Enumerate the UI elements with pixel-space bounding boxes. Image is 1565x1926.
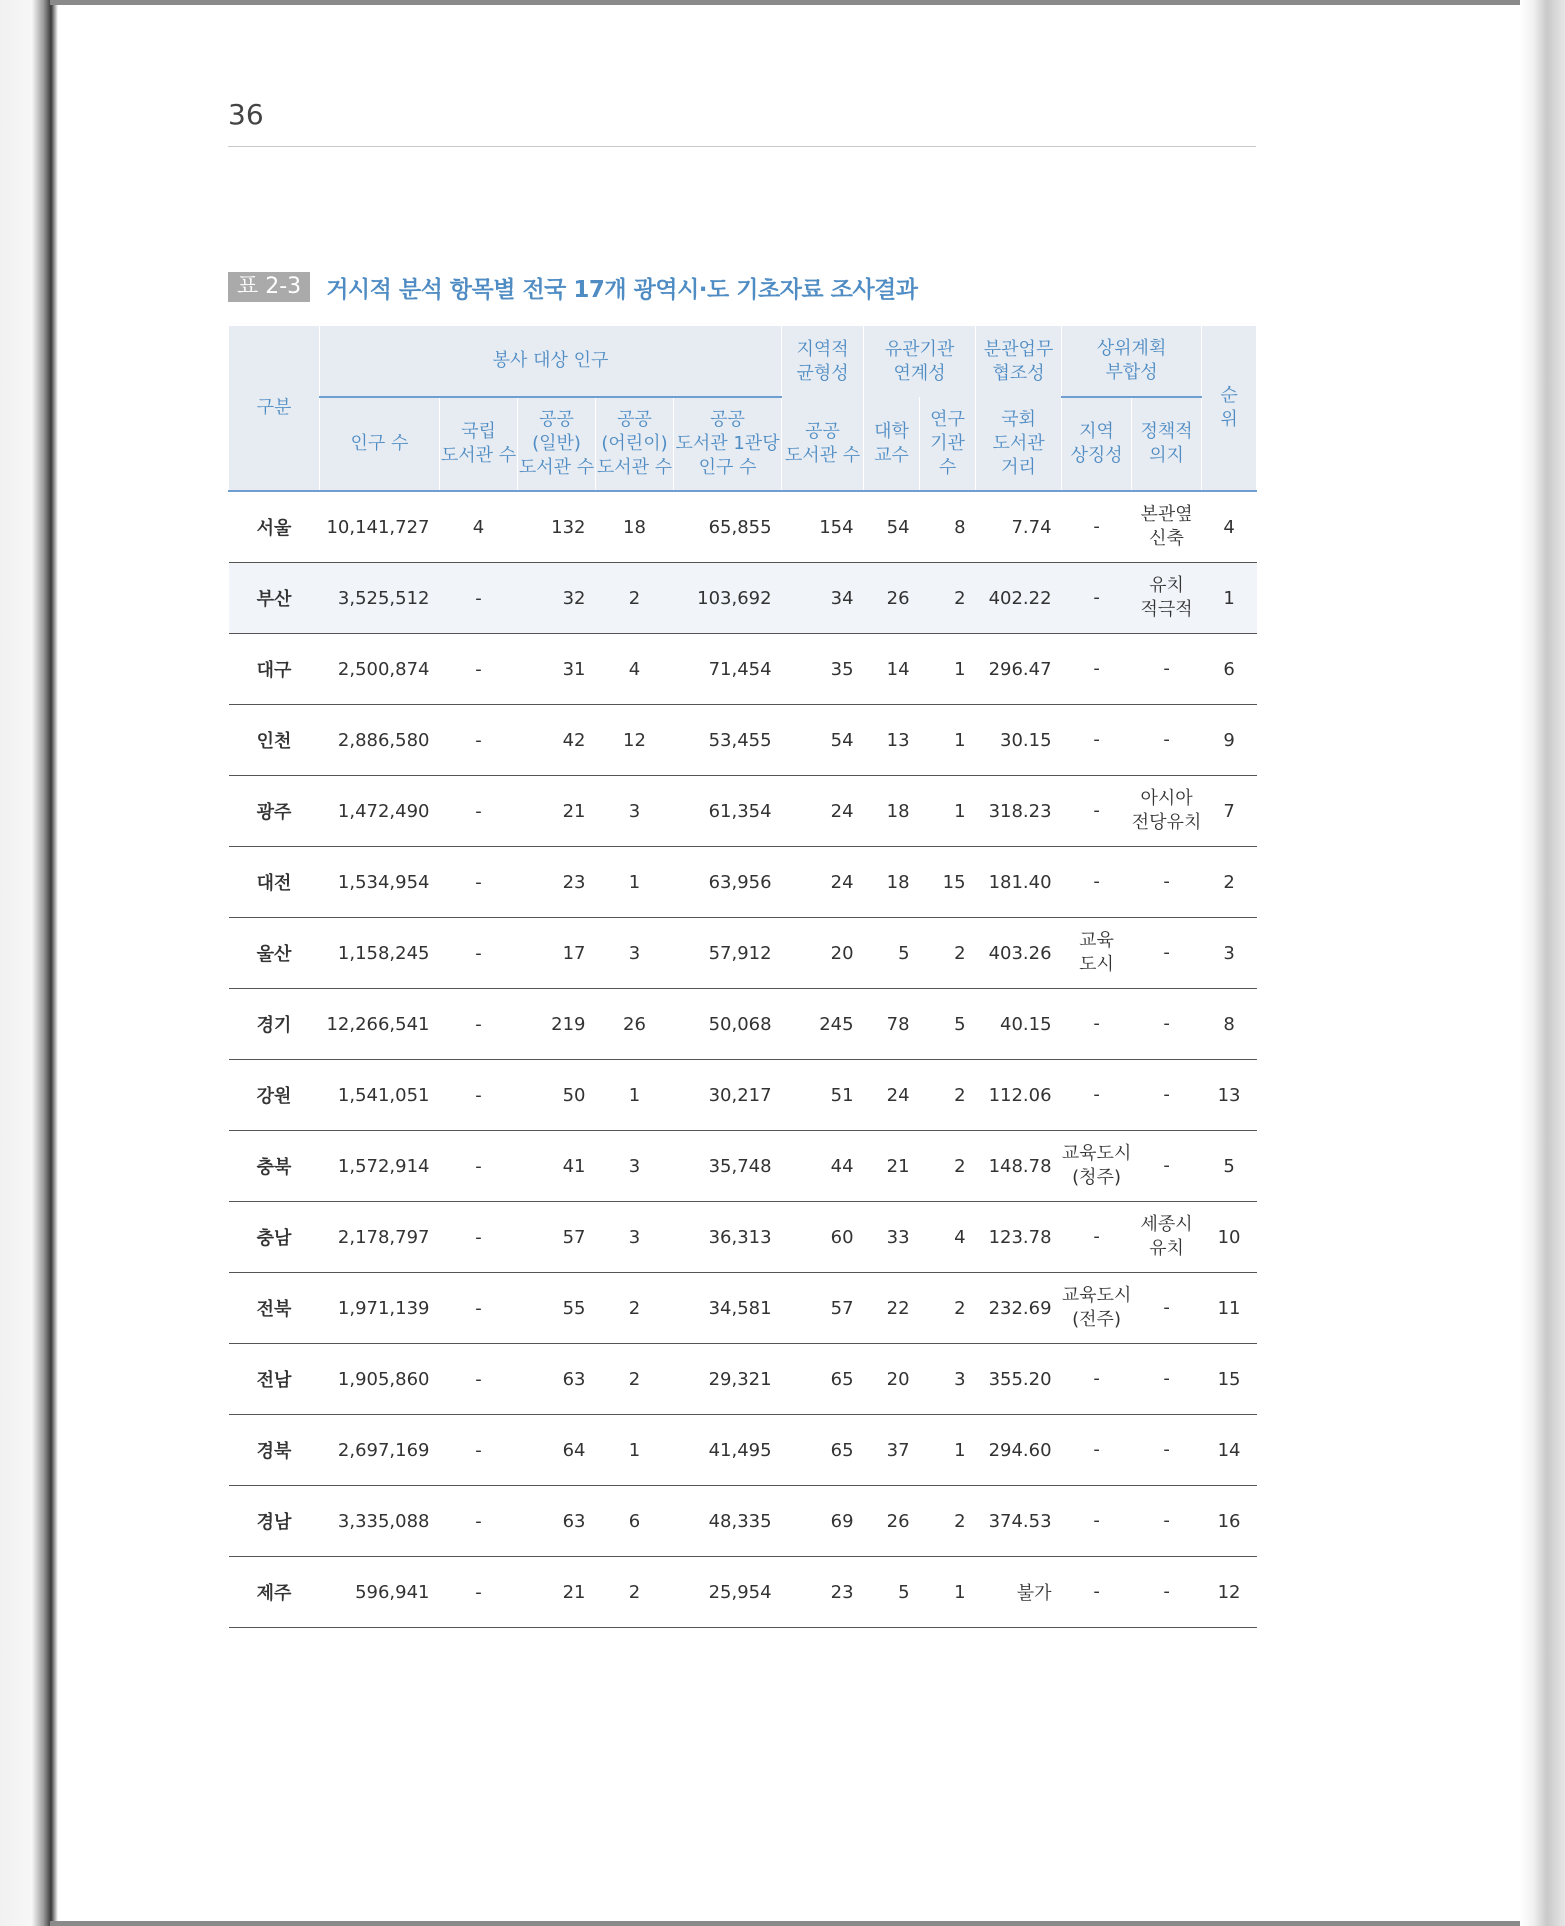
cell-regional-symbol: - xyxy=(1062,1557,1132,1628)
cell-population: 1,541,051 xyxy=(320,1060,440,1131)
cell-region: 대구 xyxy=(229,634,320,705)
header-per-library: 공공 도서관 1관당 인구 수 xyxy=(674,397,782,491)
cell-per-library: 61,354 xyxy=(674,776,782,847)
cell-policy-will: - xyxy=(1132,989,1202,1060)
cell-public-general: 21 xyxy=(518,1557,596,1628)
cell-per-library: 34,581 xyxy=(674,1273,782,1344)
cell-policy-will: - xyxy=(1132,1344,1202,1415)
cell-national: - xyxy=(440,1273,518,1344)
cell-regional-symbol: - xyxy=(1062,1060,1132,1131)
header-distance: 국회 도서관 거리 xyxy=(976,397,1062,491)
header-public-count: 공공 도서관 수 xyxy=(782,397,864,491)
cell-population: 1,971,139 xyxy=(320,1273,440,1344)
cell-research-inst: 3 xyxy=(920,1344,976,1415)
cell-per-library: 48,335 xyxy=(674,1486,782,1557)
table-row xyxy=(229,918,1257,989)
cell-public-count: 51 xyxy=(782,1060,864,1131)
cell-research-inst: 1 xyxy=(920,705,976,776)
header-group-plan: 상위계획 부합성 xyxy=(1062,326,1202,397)
cell-population: 2,178,797 xyxy=(320,1202,440,1273)
cell-research-inst: 4 xyxy=(920,1202,976,1273)
cell-univ-prof: 5 xyxy=(864,918,920,989)
cell-population: 2,697,169 xyxy=(320,1415,440,1486)
cell-univ-prof: 21 xyxy=(864,1131,920,1202)
cell-univ-prof: 22 xyxy=(864,1273,920,1344)
cell-distance: 181.40 xyxy=(976,847,1062,918)
cell-research-inst: 2 xyxy=(920,1486,976,1557)
cell-public-count: 34 xyxy=(782,563,864,634)
cell-region: 경기 xyxy=(229,989,320,1060)
cell-public-count: 24 xyxy=(782,776,864,847)
cell-univ-prof: 14 xyxy=(864,634,920,705)
header-research-inst: 연구 기관 수 xyxy=(920,397,976,491)
cell-region: 강원 xyxy=(229,1060,320,1131)
cell-public-children: 2 xyxy=(596,1344,674,1415)
cell-region: 대전 xyxy=(229,847,320,918)
cell-public-general: 31 xyxy=(518,634,596,705)
cell-distance: 374.53 xyxy=(976,1486,1062,1557)
cell-univ-prof: 26 xyxy=(864,1486,920,1557)
cell-population: 2,500,874 xyxy=(320,634,440,705)
cell-public-count: 69 xyxy=(782,1486,864,1557)
cell-univ-prof: 18 xyxy=(864,776,920,847)
cell-public-children: 3 xyxy=(596,776,674,847)
cell-research-inst: 15 xyxy=(920,847,976,918)
header-univ-prof: 대학 교수 xyxy=(864,397,920,491)
table-title: 거시적 분석 항목별 전국 17개 광역시·도 기초자료 조사결과 xyxy=(326,276,918,303)
cell-public-children: 4 xyxy=(596,634,674,705)
cell-population: 1,158,245 xyxy=(320,918,440,989)
cell-rank: 3 xyxy=(1202,918,1257,989)
cell-policy-will: - xyxy=(1132,1273,1202,1344)
cell-per-library: 50,068 xyxy=(674,989,782,1060)
cell-univ-prof: 18 xyxy=(864,847,920,918)
cell-research-inst: 2 xyxy=(920,563,976,634)
table-row xyxy=(229,1131,1257,1202)
cell-public-count: 35 xyxy=(782,634,864,705)
table-number-tag: 표 2-3 xyxy=(228,272,310,302)
header-public-children: 공공 (어린이) 도서관 수 xyxy=(596,397,674,491)
cell-region: 제주 xyxy=(229,1557,320,1628)
cell-regional-symbol: - xyxy=(1062,563,1132,634)
cell-national: - xyxy=(440,563,518,634)
cell-policy-will: 본관옆 신축 xyxy=(1132,491,1202,563)
cell-public-general: 23 xyxy=(518,847,596,918)
cell-regional-symbol: - xyxy=(1062,776,1132,847)
cell-regional-symbol: - xyxy=(1062,989,1132,1060)
cell-distance: 7.74 xyxy=(976,491,1062,563)
cell-regional-symbol: - xyxy=(1062,847,1132,918)
cell-public-children: 3 xyxy=(596,1202,674,1273)
cell-public-count: 60 xyxy=(782,1202,864,1273)
cell-public-general: 32 xyxy=(518,563,596,634)
table-row xyxy=(229,634,1257,705)
cell-rank: 4 xyxy=(1202,491,1257,563)
table-row xyxy=(229,847,1257,918)
cell-rank: 8 xyxy=(1202,989,1257,1060)
cell-research-inst: 2 xyxy=(920,1273,976,1344)
cell-public-general: 63 xyxy=(518,1344,596,1415)
cell-national: - xyxy=(440,1060,518,1131)
cell-public-count: 65 xyxy=(782,1344,864,1415)
cell-national: 4 xyxy=(440,491,518,563)
cell-univ-prof: 5 xyxy=(864,1557,920,1628)
cell-policy-will: - xyxy=(1132,1557,1202,1628)
cell-policy-will: - xyxy=(1132,1131,1202,1202)
cell-per-library: 29,321 xyxy=(674,1344,782,1415)
cell-per-library: 103,692 xyxy=(674,563,782,634)
cell-per-library: 71,454 xyxy=(674,634,782,705)
cell-public-count: 23 xyxy=(782,1557,864,1628)
page-top-edge xyxy=(50,0,1565,5)
cell-per-library: 35,748 xyxy=(674,1131,782,1202)
cell-region: 서울 xyxy=(229,491,320,563)
cell-research-inst: 8 xyxy=(920,491,976,563)
cell-regional-symbol: - xyxy=(1062,1486,1132,1557)
cell-univ-prof: 24 xyxy=(864,1060,920,1131)
cell-population: 596,941 xyxy=(320,1557,440,1628)
table-caption xyxy=(228,272,918,302)
table-row xyxy=(229,776,1257,847)
cell-public-count: 154 xyxy=(782,491,864,563)
cell-public-general: 132 xyxy=(518,491,596,563)
cell-population: 1,572,914 xyxy=(320,1131,440,1202)
cell-public-children: 12 xyxy=(596,705,674,776)
cell-population: 1,905,860 xyxy=(320,1344,440,1415)
cell-population: 12,266,541 xyxy=(320,989,440,1060)
cell-distance: 123.78 xyxy=(976,1202,1062,1273)
cell-public-children: 2 xyxy=(596,1273,674,1344)
cell-research-inst: 2 xyxy=(920,1131,976,1202)
cell-distance: 112.06 xyxy=(976,1060,1062,1131)
cell-research-inst: 1 xyxy=(920,634,976,705)
cell-public-general: 219 xyxy=(518,989,596,1060)
cell-region: 충북 xyxy=(229,1131,320,1202)
cell-univ-prof: 13 xyxy=(864,705,920,776)
cell-policy-will: - xyxy=(1132,705,1202,776)
cell-rank: 16 xyxy=(1202,1486,1257,1557)
cell-national: - xyxy=(440,918,518,989)
cell-population: 3,525,512 xyxy=(320,563,440,634)
cell-regional-symbol: 교육도시 (전주) xyxy=(1062,1273,1132,1344)
cell-univ-prof: 33 xyxy=(864,1202,920,1273)
cell-rank: 15 xyxy=(1202,1344,1257,1415)
cell-region: 전북 xyxy=(229,1273,320,1344)
cell-policy-will: - xyxy=(1132,634,1202,705)
cell-rank: 14 xyxy=(1202,1415,1257,1486)
cell-regional-symbol: - xyxy=(1062,705,1132,776)
cell-national: - xyxy=(440,634,518,705)
cell-national: - xyxy=(440,776,518,847)
cell-region: 경북 xyxy=(229,1415,320,1486)
cell-distance: 296.47 xyxy=(976,634,1062,705)
cell-policy-will: 아시아 전당유치 xyxy=(1132,776,1202,847)
cell-public-count: 57 xyxy=(782,1273,864,1344)
cell-policy-will: - xyxy=(1132,847,1202,918)
cell-public-general: 50 xyxy=(518,1060,596,1131)
cell-rank: 1 xyxy=(1202,563,1257,634)
table-row xyxy=(229,1273,1257,1344)
cell-per-library: 57,912 xyxy=(674,918,782,989)
cell-population: 10,141,727 xyxy=(320,491,440,563)
table-row xyxy=(229,989,1257,1060)
cell-distance: 318.23 xyxy=(976,776,1062,847)
cell-national: - xyxy=(440,847,518,918)
cell-univ-prof: 78 xyxy=(864,989,920,1060)
cell-public-children: 1 xyxy=(596,847,674,918)
cell-public-general: 57 xyxy=(518,1202,596,1273)
header-group-service: 봉사 대상 인구 xyxy=(320,326,782,397)
cell-region: 광주 xyxy=(229,776,320,847)
cell-regional-symbol: - xyxy=(1062,1415,1132,1486)
cell-per-library: 30,217 xyxy=(674,1060,782,1131)
cell-public-children: 26 xyxy=(596,989,674,1060)
cell-public-children: 6 xyxy=(596,1486,674,1557)
cell-research-inst: 2 xyxy=(920,1060,976,1131)
cell-distance: 불가 xyxy=(976,1557,1062,1628)
cell-region: 충남 xyxy=(229,1202,320,1273)
header-policy-will: 정책적 의지 xyxy=(1132,397,1202,491)
cell-region: 울산 xyxy=(229,918,320,989)
cell-public-count: 44 xyxy=(782,1131,864,1202)
cell-per-library: 65,855 xyxy=(674,491,782,563)
cell-per-library: 36,313 xyxy=(674,1202,782,1273)
table-row xyxy=(229,1344,1257,1415)
cell-policy-will: - xyxy=(1132,918,1202,989)
header-rule xyxy=(228,146,1256,147)
cell-population: 2,886,580 xyxy=(320,705,440,776)
cell-public-general: 64 xyxy=(518,1415,596,1486)
header-group-linkage: 유관기관 연계성 xyxy=(864,326,976,397)
cell-public-count: 245 xyxy=(782,989,864,1060)
cell-public-general: 41 xyxy=(518,1131,596,1202)
cell-region: 경남 xyxy=(229,1486,320,1557)
cell-research-inst: 1 xyxy=(920,1557,976,1628)
cell-national: - xyxy=(440,705,518,776)
data-table xyxy=(228,326,1257,1628)
cell-policy-will: - xyxy=(1132,1415,1202,1486)
table-row xyxy=(229,1415,1257,1486)
cell-public-general: 63 xyxy=(518,1486,596,1557)
header-group-balance: 지역적 균형성 xyxy=(782,326,864,397)
table-row xyxy=(229,1060,1257,1131)
cell-national: - xyxy=(440,1486,518,1557)
cell-rank: 9 xyxy=(1202,705,1257,776)
page-left-edge xyxy=(0,0,58,1926)
cell-per-library: 41,495 xyxy=(674,1415,782,1486)
cell-distance: 402.22 xyxy=(976,563,1062,634)
cell-per-library: 53,455 xyxy=(674,705,782,776)
header-rank: 순 위 xyxy=(1202,326,1257,491)
cell-policy-will: - xyxy=(1132,1486,1202,1557)
cell-policy-will: - xyxy=(1132,1060,1202,1131)
cell-rank: 11 xyxy=(1202,1273,1257,1344)
header-public-general: 공공 (일반) 도서관 수 xyxy=(518,397,596,491)
cell-public-general: 21 xyxy=(518,776,596,847)
header-group-coop: 분관업무 협조성 xyxy=(976,326,1062,397)
cell-per-library: 25,954 xyxy=(674,1557,782,1628)
page-right-edge xyxy=(1520,0,1565,1926)
cell-rank: 13 xyxy=(1202,1060,1257,1131)
cell-distance: 355.20 xyxy=(976,1344,1062,1415)
cell-region: 부산 xyxy=(229,563,320,634)
cell-univ-prof: 37 xyxy=(864,1415,920,1486)
cell-distance: 148.78 xyxy=(976,1131,1062,1202)
cell-research-inst: 1 xyxy=(920,776,976,847)
cell-rank: 5 xyxy=(1202,1131,1257,1202)
cell-population: 1,472,490 xyxy=(320,776,440,847)
cell-public-general: 42 xyxy=(518,705,596,776)
cell-population: 3,335,088 xyxy=(320,1486,440,1557)
cell-national: - xyxy=(440,1202,518,1273)
table-row xyxy=(229,563,1257,634)
table-row xyxy=(229,1202,1257,1273)
cell-distance: 30.15 xyxy=(976,705,1062,776)
header-regional-symbol: 지역 상징성 xyxy=(1062,397,1132,491)
cell-public-children: 2 xyxy=(596,563,674,634)
cell-public-general: 17 xyxy=(518,918,596,989)
table-row xyxy=(229,1557,1257,1628)
header-region: 구분 xyxy=(229,326,320,491)
table-row xyxy=(229,1486,1257,1557)
cell-public-count: 54 xyxy=(782,705,864,776)
cell-regional-symbol: - xyxy=(1062,1202,1132,1273)
table-row xyxy=(229,705,1257,776)
cell-region: 인천 xyxy=(229,705,320,776)
cell-regional-symbol: 교육도시 (청주) xyxy=(1062,1131,1132,1202)
cell-rank: 12 xyxy=(1202,1557,1257,1628)
cell-regional-symbol: - xyxy=(1062,1344,1132,1415)
cell-univ-prof: 26 xyxy=(864,563,920,634)
cell-univ-prof: 54 xyxy=(864,491,920,563)
cell-distance: 403.26 xyxy=(976,918,1062,989)
cell-public-children: 18 xyxy=(596,491,674,563)
cell-policy-will: 세종시 유치 xyxy=(1132,1202,1202,1273)
header-national: 국립 도서관 수 xyxy=(440,397,518,491)
cell-rank: 6 xyxy=(1202,634,1257,705)
cell-regional-symbol: - xyxy=(1062,491,1132,563)
cell-public-children: 1 xyxy=(596,1415,674,1486)
cell-rank: 7 xyxy=(1202,776,1257,847)
table-body xyxy=(229,491,1257,1628)
cell-public-children: 1 xyxy=(596,1060,674,1131)
cell-research-inst: 1 xyxy=(920,1415,976,1486)
cell-research-inst: 2 xyxy=(920,918,976,989)
cell-regional-symbol: 교육 도시 xyxy=(1062,918,1132,989)
cell-national: - xyxy=(440,989,518,1060)
cell-rank: 2 xyxy=(1202,847,1257,918)
cell-population: 1,534,954 xyxy=(320,847,440,918)
cell-distance: 294.60 xyxy=(976,1415,1062,1486)
cell-regional-symbol: - xyxy=(1062,634,1132,705)
cell-national: - xyxy=(440,1344,518,1415)
table-row xyxy=(229,491,1257,563)
cell-national: - xyxy=(440,1557,518,1628)
cell-policy-will: 유치 적극적 xyxy=(1132,563,1202,634)
cell-rank: 10 xyxy=(1202,1202,1257,1273)
cell-distance: 40.15 xyxy=(976,989,1062,1060)
header-population: 인구 수 xyxy=(320,397,440,491)
page-bottom-edge xyxy=(50,1921,1520,1926)
page-number: 36 xyxy=(228,98,264,131)
cell-public-count: 20 xyxy=(782,918,864,989)
cell-national: - xyxy=(440,1415,518,1486)
cell-public-general: 55 xyxy=(518,1273,596,1344)
cell-public-children: 3 xyxy=(596,1131,674,1202)
cell-per-library: 63,956 xyxy=(674,847,782,918)
cell-public-count: 65 xyxy=(782,1415,864,1486)
cell-distance: 232.69 xyxy=(976,1273,1062,1344)
cell-public-count: 24 xyxy=(782,847,864,918)
cell-univ-prof: 20 xyxy=(864,1344,920,1415)
cell-research-inst: 5 xyxy=(920,989,976,1060)
cell-national: - xyxy=(440,1131,518,1202)
cell-public-children: 2 xyxy=(596,1557,674,1628)
cell-region: 전남 xyxy=(229,1344,320,1415)
cell-public-children: 3 xyxy=(596,918,674,989)
